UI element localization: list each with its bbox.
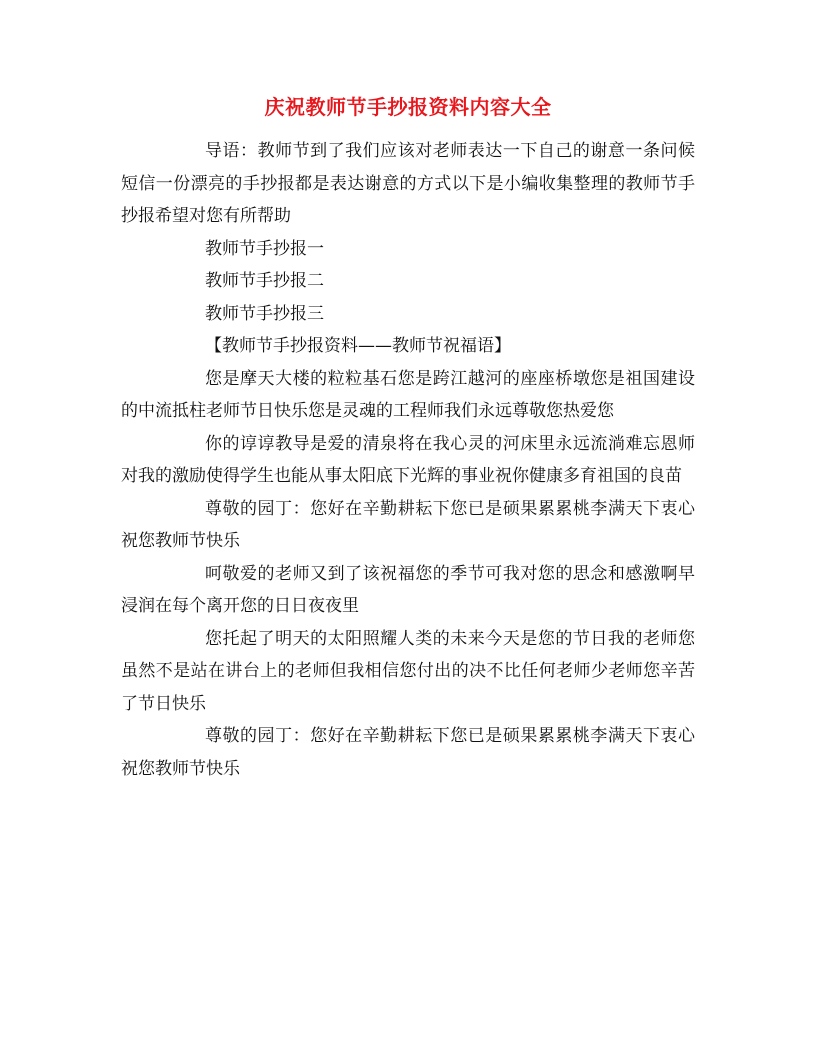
list-item: 教师节手抄报二 [205, 271, 324, 291]
blessing-paragraph: 尊敬的园丁：您好在辛勤耕耘下您已是硕果累累桃李满天下衷心祝您教师节快乐 [121, 726, 695, 779]
document-title: 庆祝教师节手抄报资料内容大全 [264, 95, 552, 119]
blessing-paragraph: 呵敬爱的老师又到了该祝福您的季节可我对您的思念和感激啊早浸润在每个离开您的日日夜夜里 [121, 563, 695, 616]
intro-paragraph: 导语：教师节到了我们应该对老师表达一下自己的谢意一条问候短信一份漂亮的手抄报都是表达谢意的方式以下是小编收集整理的教师节手抄报希望对您有所帮助 [121, 141, 695, 226]
blessing-paragraph: 您是摩天大楼的粒粒基石您是跨江越河的座座桥墩您是祖国建设的中流抵柱老师节日快乐您是灵魂的工程师我们永远尊敬您热爱您 [121, 368, 695, 421]
document-body [121, 135, 695, 785]
section-heading: 【教师节手抄报资料——教师节祝福语】 [205, 336, 511, 356]
blessing-paragraph: 尊敬的园丁：您好在辛勤耕耘下您已是硕果累累桃李满天下衷心祝您教师节快乐 [121, 498, 695, 551]
list-item: 教师节手抄报三 [205, 303, 324, 324]
list-item: 教师节手抄报一 [205, 238, 324, 259]
blessing-paragraph: 您托起了明天的太阳照耀人类的未来今天是您的节日我的老师您虽然不是站在讲台上的老师但我相信您付出的决不比任何老师少老师您辛苦了节日快乐 [121, 628, 695, 714]
blessing-paragraph: 你的谆谆教导是爱的清泉将在我心灵的河床里永远流淌难忘恩师对我的激励使得学生也能从事太阳底下光辉的事业祝你健康多育祖国的良苗 [121, 433, 695, 486]
